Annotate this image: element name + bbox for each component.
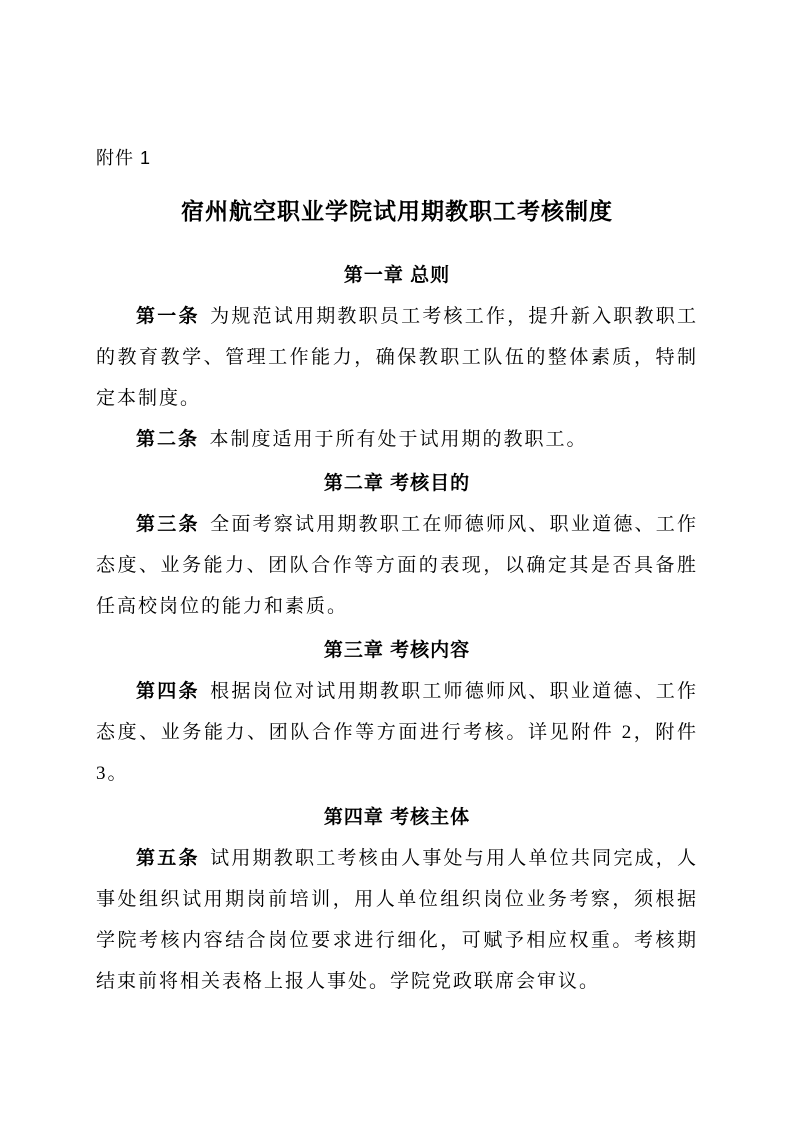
chapter-heading-1: 第一章 总则 — [343, 265, 451, 286]
article-label-5: 第五条 — [136, 848, 200, 869]
article-text-2: 本制度适用于所有处于试用期的教职工。 — [209, 429, 588, 450]
article-label-4: 第四条 — [136, 681, 200, 702]
chapter-heading-2: 第二章 考核目的 — [323, 473, 471, 494]
chapter-heading-3: 第三章 考核内容 — [323, 640, 471, 661]
article-paragraph-4 — [96, 671, 698, 794]
chapter-heading-4: 第四章 考核主体 — [323, 807, 471, 828]
article-text-4: 根据岗位对试用期教职工师德师风、职业道德、工作态度、业务能力、团队合作等方面进行考核。详见附件 2，附件 3。 — [96, 681, 698, 784]
article-label-1: 第一条 — [136, 306, 200, 327]
document-content — [96, 146, 698, 1002]
document-title: 宿州航空职业学院试用期教职工考核制度 — [181, 198, 613, 224]
attachment-label: 附件 1 — [96, 148, 152, 168]
article-text-5: 试用期教职工考核由人事处与用人单位共同完成，人事处组织试用期岗前培训，用人单位组织岗位业务考察，须根据学院考核内容结合岗位要求进行细化，可赋予相应权重。考核期结束前将相关表格上报人事处。学院党政联席会审议。 — [96, 848, 698, 992]
article-text-3: 全面考察试用期教职工在师德师风、职业道德、工作态度、业务能力、团队合作等方面的表现，以确定其是否具备胜任高校岗位的能力和素质。 — [96, 514, 698, 617]
article-label-3: 第三条 — [136, 514, 200, 535]
article-paragraph-3 — [96, 504, 698, 627]
article-paragraph-2 — [96, 419, 698, 460]
article-paragraph-1 — [96, 296, 698, 419]
article-text-1: 为规范试用期教职员工考核工作，提升新入职教职工的教育教学、管理工作能力，确保教职工队伍的整体素质，特制定本制度。 — [96, 306, 698, 409]
article-label-2: 第二条 — [136, 429, 200, 450]
article-paragraph-5 — [96, 838, 698, 1002]
